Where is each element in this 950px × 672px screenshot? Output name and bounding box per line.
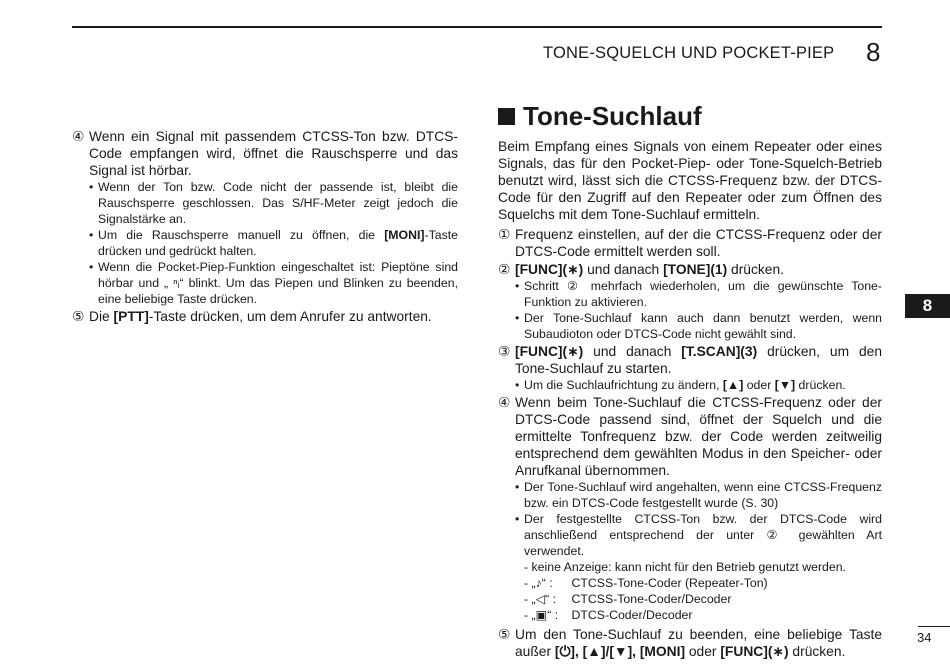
step-5: ⑤ Um den Tone-Suchlauf zu beenden, eine beliebige Taste außer [⏻], [▲]/[▼], [MONI] oder [FUNC](∗) drücken. <box>498 627 882 659</box>
step-number: ④ <box>72 129 85 144</box>
step-2: ② [FUNC](∗) und danach [TONE](1) drücken. <box>498 262 784 277</box>
key-label: [⏻], [▲]/[▼], [MONI] <box>554 644 686 659</box>
header-title: TONE-SQUELCH UND POCKET-PIEP <box>543 44 835 62</box>
key-label: [T.SCAN](3) <box>681 344 758 359</box>
section-title: Tone-Suchlauf <box>498 101 882 131</box>
bullet-item: • Der Tone-Suchlauf kann auch dann benutzt werden, wenn Subaudioton oder DTCS-Code nicht gewählt sind. <box>515 310 882 342</box>
bullet-item: • Um die Suchlaufrichtung zu ändern, [▲] oder [▼] drücken. <box>515 377 882 393</box>
right-column <box>498 101 882 660</box>
bullet-item: • Schritt ② mehrfach wiederholen, um die gewünschte Tone-Funktion zu aktivieren. <box>515 278 882 310</box>
bullet-list <box>515 479 882 623</box>
step-4: ④ Wenn beim Tone-Suchlauf die CTCSS-Frequenz oder der DTCS-Code passend sind, öffnet der Squelch und die ermittelte Tonfrequenz bzw. der Code werden zeitweilig entsprechend dem gewählten Modus in den Speicher- oder Anrufkanal übernommen. <box>498 395 882 478</box>
indicator-tone-icon: „◁“ : <box>531 592 556 606</box>
bullet-item: • Der festgestellte CTCSS-Ton bzw. der DTCS-Code wird anschließend entsprechend der unter ② gewählten Art verwendet. <box>515 511 882 559</box>
dash-item: - „▣“ : DTCS-Coder/Decoder <box>524 608 693 622</box>
bullet-list <box>515 377 882 393</box>
bullet-item: • Der Tone-Suchlauf wird angehalten, wenn eine CTCSS-Frequenz bzw. ein DTCS-Code festgestellt wurde (S. 30) <box>515 479 882 511</box>
bullet-list <box>89 179 458 307</box>
step-text: Die [PTT]-Taste drücken, um dem Anrufer zu antworten. <box>89 309 432 324</box>
bullet-item: • Wenn der Ton bzw. Code nicht der passende ist, bleibt die Rauschsperre geschlossen. Das S/HF-Meter zeigt jedoch die Signalstärke an. <box>89 179 458 227</box>
step-1: ① Frequenz einstellen, auf der die CTCSS-Frequenz oder der DTCS-Code ermittelt werden soll. <box>498 227 882 259</box>
section-square-icon <box>498 108 515 125</box>
step-text: Wenn ein Signal mit passendem CTCSS-Ton bzw. DTCS-Code empfangen wird, öffnet die Rauschsperre und das Signal ist hörbar. <box>89 129 458 178</box>
bullet-list <box>515 278 882 342</box>
chapter-number: 8 <box>866 37 881 67</box>
step-5-left <box>72 308 458 325</box>
bullet-item: • Wenn die Pocket-Piep-Funktion eingeschaltet ist: Pieptöne sind hörbar und „ ⁿᵢ“ blinkt. Um das Piepen und Blinken zu beenden, eine beliebige Taste drücken. <box>89 259 458 307</box>
key-label: [TONE](1) <box>663 262 728 277</box>
key-label: [FUNC](∗) <box>720 644 789 659</box>
chapter-side-tab: 8 <box>905 294 950 318</box>
key-label: [MONI] <box>384 228 425 242</box>
intro-paragraph: Beim Empfang eines Signals von einem Repeater oder eines Signals, das für den Pocket-Piep- oder Tone-Squelch-Betrieb benutzt wird, lässt sich die CTCSS-Frequenz bzw. der DTCS-Code für den Zugriff auf den Repeater oder zum Öffnen des Squelchs mit dem Tone-Suchlauf ermitteln. <box>498 139 882 222</box>
dash-item: - „♪“ : CTCSS-Tone-Coder (Repeater-Ton) <box>524 576 768 590</box>
step-3: ③ [FUNC](∗) und danach [T.SCAN](3) drücken, um den Tone-Suchlauf zu starten. <box>498 344 882 376</box>
step-number: ⑤ <box>72 309 85 324</box>
step-4-left <box>72 128 458 179</box>
key-label: [FUNC](∗) <box>515 262 584 277</box>
page-number: 34 <box>917 630 932 645</box>
page-number-rule <box>918 626 950 627</box>
key-label: [FUNC](∗) <box>515 344 584 359</box>
left-column <box>72 128 458 325</box>
bullet-item: • Um die Rauschsperre manuell zu öffnen, die [MONI]-Taste drücken und gedrückt halten. <box>89 227 458 259</box>
dash-item: - „◁“ : CTCSS-Tone-Coder/Decoder <box>524 592 732 606</box>
indicator-dtcs-icon: „▣“ : <box>531 608 559 622</box>
key-label: [PTT] <box>113 309 149 324</box>
header-rule <box>72 26 882 28</box>
indicator-note-icon: „♪“ : <box>531 576 553 590</box>
dash-item: - keine Anzeige: kann nicht für den Betrieb genutzt werden. <box>524 560 846 574</box>
